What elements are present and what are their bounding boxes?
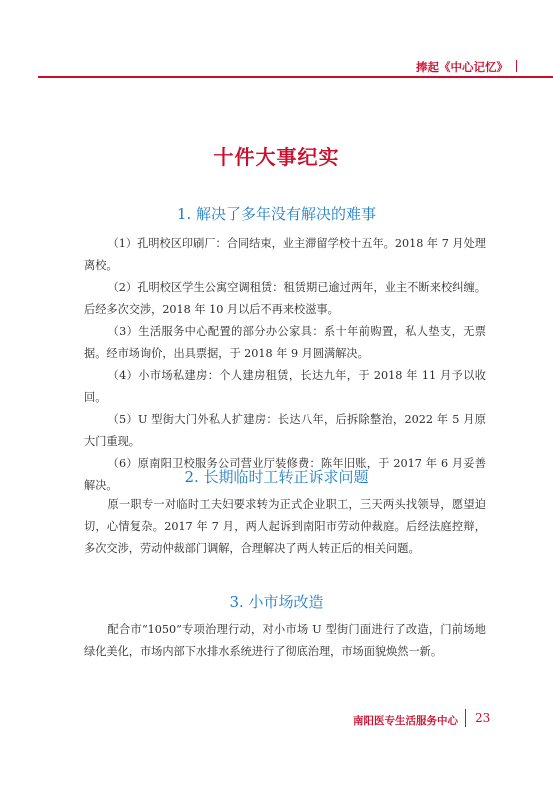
list-item: （5）U 型街大门外私人扩建房：长达八年，后拆除整治，2022 年 5 月原大门重现。 xyxy=(84,413,486,448)
section-1-heading: 1. 解决了多年没有解决的难事 xyxy=(176,205,377,223)
section-2-content xyxy=(84,494,486,560)
section-3-content xyxy=(84,619,486,663)
list-item: （1）孔明校区印刷厂：合同结束，业主滞留学校十五年。2018 年 7 月处理离校。 xyxy=(84,237,486,272)
list-item: （6）原南阳卫校服务公司营业厅装修费：陈年旧账，于 2017 年 6 月妥善解决。 xyxy=(84,457,486,492)
list-item: （2）孔明校区学生公寓空调租赁：租赁期已逾过两年，业主不断来校纠缠。后经多次交涉，2018 年 10 月以后不再来校滋事。 xyxy=(84,281,486,316)
list-item: （3）生活服务中心配置的部分办公家具：系十年前购置，私人垫支，无票据。经市场询价，出具票据，于 2018 年 9 月圆满解决。 xyxy=(84,325,486,360)
header-rule xyxy=(38,76,553,78)
running-header-title: 捧起《中心记忆》 xyxy=(416,59,517,75)
section-3-heading: 3. 小市场改造 xyxy=(229,593,324,611)
list-item: （4）小市场私建房：个人建房租赁，长达九年，于 2018 年 11 月予以收回。 xyxy=(84,369,486,404)
section-1-content xyxy=(84,233,486,497)
page-title: 十件大事纪实 xyxy=(213,145,340,169)
footer-divider xyxy=(465,709,466,727)
page-number: 23 xyxy=(475,711,491,725)
paragraph: 原一职专一对临时工夫妇要求转为正式企业职工，三天两头找领导，愿望迫切，心情复杂。2017 年 7 月，两人起诉到南阳市劳动仲裁庭。后经法庭控辩，多次交涉，劳动仲裁部门调解，合理解决了两人转正后的相关问题。 xyxy=(84,498,486,555)
paragraph: 配合市“1050”专项治理行动，对小市场 U 型街门面进行了改造，门前场地绿化美化，市场内部下水排水系统进行了彻底治理，市场面貌焕然一新。 xyxy=(84,623,486,658)
section-2-heading: 2. 长期临时工转正诉求问题 xyxy=(184,468,369,486)
footer-org-name: 南阳医专生活服务中心 xyxy=(353,715,458,727)
